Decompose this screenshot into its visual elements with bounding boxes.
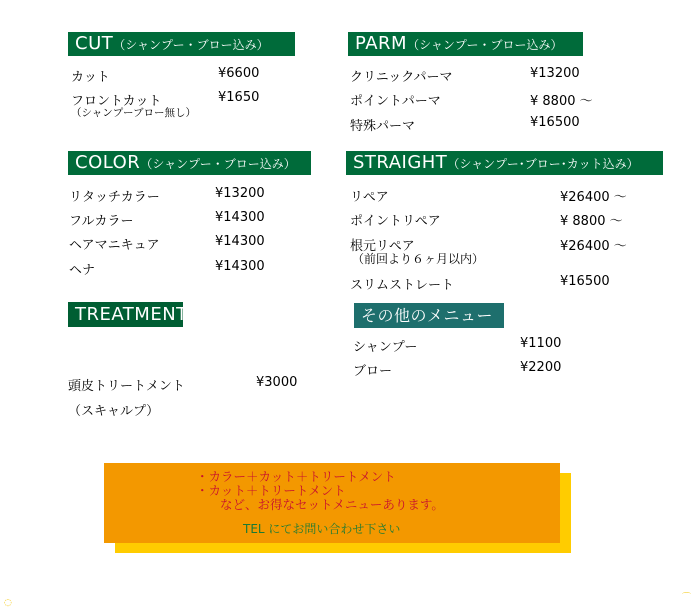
parm-subtitle: （シャンプー・ブロー込み） [407, 38, 563, 52]
color-item-price: ¥14300 [215, 234, 265, 249]
cut-header [68, 32, 295, 56]
treatment-header [68, 302, 188, 327]
treatment-item-name: 頭皮トリートメント [68, 379, 185, 394]
straight-item-note: （前回より６ヶ月以内） [352, 252, 485, 266]
treatment-title: TREATMENT [75, 304, 188, 325]
cut-item-price: ¥1650 [218, 90, 260, 105]
other-item-price: ¥2200 [520, 360, 562, 375]
color-item-price: ¥14300 [215, 259, 265, 274]
color-item-name: リタッチカラー [69, 190, 160, 205]
other-item-price: ¥1100 [520, 336, 562, 351]
color-subtitle: （シャンプー・ブロー込み） [140, 157, 296, 171]
cut-item-name: カット [71, 70, 110, 85]
promo-line: ・カラー＋カット＋トリートメント [196, 469, 396, 484]
color-title: COLOR [75, 152, 141, 173]
promo-line: ・カット＋トリートメント [196, 483, 346, 498]
straight-item-price: ¥16500 [560, 274, 610, 289]
other-item-name: ブロー [353, 364, 393, 379]
parm-item-price: ¥ 8800 ～ [530, 94, 593, 109]
color-item-name: ヘアマニキュア [69, 238, 160, 253]
corner-mark-left: ◌ [4, 598, 12, 608]
treatment-item-price: ¥3000 [256, 375, 298, 390]
cut-subtitle: （シャンプー・ブロー込み） [113, 38, 269, 52]
cut-title: CUT [75, 33, 114, 54]
straight-subtitle: （シャンプー･ブロー･カット込み） [447, 157, 639, 171]
straight-item-name: ポイントリペア [350, 214, 441, 229]
cut-item-note: （シャンプーブロー無し） [71, 107, 196, 119]
other-title: その他のメニュー [361, 306, 494, 325]
color-item-price: ¥13200 [215, 186, 265, 201]
other-header [354, 303, 504, 328]
color-header [68, 151, 311, 175]
parm-item-name: 特殊パーマ [350, 119, 416, 134]
color-item-price: ¥14300 [215, 210, 265, 225]
parm-item-name: ポイントパーマ [350, 94, 441, 109]
straight-item-price: ¥26400 ～ [560, 190, 627, 205]
corner-mark-right: ⌒ [682, 593, 692, 603]
straight-header [346, 151, 663, 175]
parm-item-price: ¥16500 [530, 115, 580, 130]
cut-item-price: ¥6600 [218, 66, 260, 81]
parm-item-name: クリニックパーマ [350, 70, 453, 85]
straight-item-name: リペア [350, 190, 389, 205]
parm-header [348, 32, 583, 56]
color-item-name: ヘナ [69, 263, 96, 278]
straight-title: STRAIGHT [353, 152, 448, 173]
treatment-item-note: （スキャルプ） [68, 404, 160, 419]
straight-item-price: ¥26400 ～ [560, 239, 627, 254]
color-item-name: フルカラー [69, 214, 134, 229]
straight-item-name: スリムストレート [350, 278, 455, 293]
promo-line: など、お得なセットメニューあります。 [220, 497, 444, 512]
promo-tel: TEL にてお問い合わせ下さい [243, 522, 401, 536]
straight-item-price: ¥ 8800 ～ [560, 214, 623, 229]
parm-item-price: ¥13200 [530, 66, 580, 81]
parm-title: PARM [355, 33, 408, 54]
other-item-name: シャンプー [353, 340, 418, 355]
straight-item-name: 根元リペア [350, 239, 415, 254]
cut-item-name: フロントカット [71, 94, 162, 109]
